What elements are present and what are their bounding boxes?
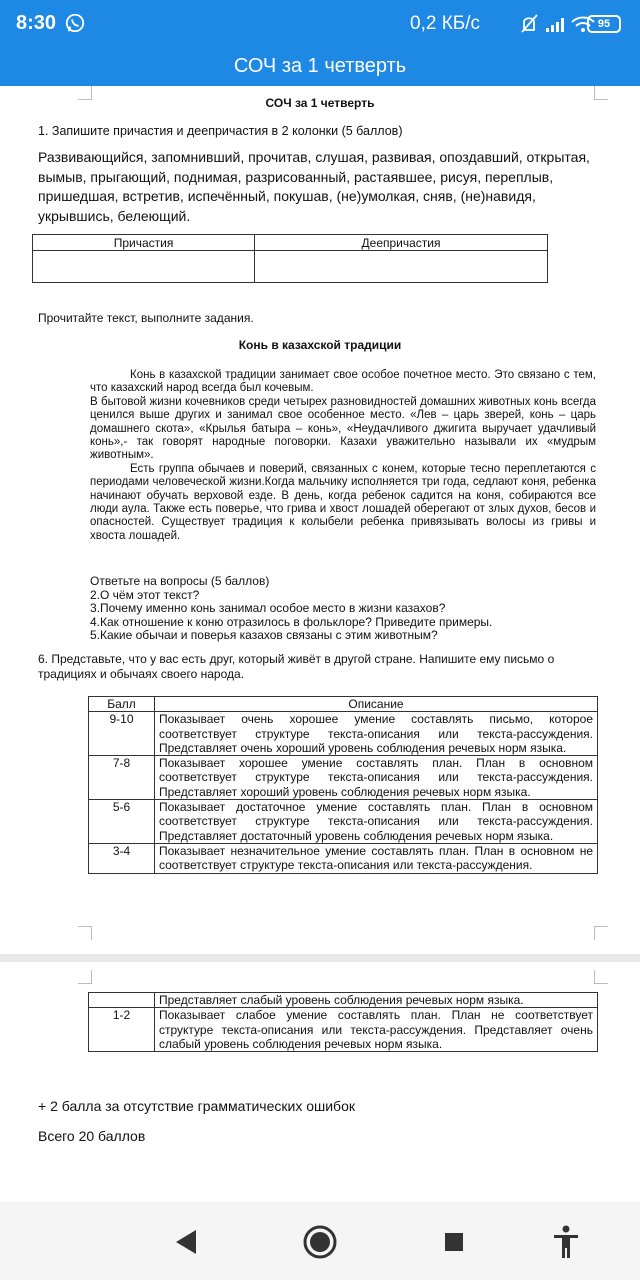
whatsapp-icon (64, 12, 86, 34)
signal-icon (546, 18, 564, 32)
description-cell: Показывает хорошее умение составлять план. План в основном соответствует структуре текста-описания или текста-рассуждения. Представляет хороший уровень соблюдения речевых норм языка. (155, 756, 598, 800)
criteria-table-continued (88, 992, 598, 1052)
alarm-off-icon (522, 15, 537, 32)
word-list: Развивающийся, запомнивший, прочитав, слушая, развивая, опоздавший, открытая, вымыв, прыгающий, поднимая, разрисованный, растаявшее, рисуя, переплыв, пришедшая, встретив, испечённый, покушав, (не)умолкая, сняв, (не)навидя, укрывшись, белеющий. (38, 149, 590, 224)
navigation-bar (0, 1202, 640, 1280)
score-cell: 1-2 (89, 1008, 155, 1052)
question: 5.Какие обычаи и поверья казахов связаны с этим животным? (90, 628, 438, 642)
question: Ответьте на вопросы (5 баллов) (90, 574, 270, 588)
instruction: Прочитайте текст, выполните задания. (38, 311, 254, 325)
score-cell: 5-6 (89, 800, 155, 844)
page-separator (0, 954, 640, 962)
back-icon[interactable] (166, 1222, 206, 1262)
crop-mark (78, 926, 92, 940)
document-page-1[interactable] (0, 86, 640, 954)
score-cell: 3-4 (89, 843, 155, 873)
page-title: СОЧ за 1 четверть (265, 96, 375, 110)
criteria-table (88, 696, 598, 874)
document-name: СОЧ за 1 четверть (233, 55, 407, 77)
clock: 8:30 (16, 12, 57, 34)
table-row (89, 800, 598, 844)
story-paragraph: В бытовой жизни кочевников среди четырех разновидностей домашних животных конь всегда ценился выше других и занимал свое особенное место. «Лев – царь зверей, конь – царь домашнего скота», «Крылья батыра – конь», «Неудачливого джигита выручает удачливый конь»,- так говорят народные поговорки. Казахи уважительно называли их «мудрым животным». (90, 395, 596, 462)
document-title-bar (0, 48, 640, 86)
story-paragraph: Есть группа обычаев и поверий, связанных с конем, которые тесно переплетаются с периодами человеческой жизни.Когда мальчику исполняется три года, седлают коня, ребенка начинают обучать верховой езде. В день, когда ребенок садится на коня, собираются все люди аула. Также есть поверье, что грива и хвост лошадей оберегают от злых духов, бесов и опасностей. Существует традиция к колыбели ребенка привязывать волосы из гривы и хвоста лошадей. (90, 462, 596, 542)
story-paragraph: Конь в казахской традиции занимает свое особое почетное место. Это связано с тем, что казахский народ всегда был кочевым. (90, 369, 596, 395)
story-text (90, 369, 596, 543)
empty-cell (255, 251, 548, 283)
score-cell (89, 993, 155, 1008)
table-row (89, 993, 598, 1008)
crop-mark (78, 970, 92, 984)
table-row (89, 712, 598, 756)
question: 2.О чём этот текст? (90, 587, 200, 602)
empty-cell (33, 251, 255, 283)
description-cell: Показывает слабое умение составлять план. План не соответствует структуре текста-описания или текста-рассуждения. Представляет очень слабый уровень соблюдения речевых норм языка. (155, 1008, 598, 1052)
extra-points-note: + 2 балла за отсутствие грамматических ошибок (38, 1098, 355, 1114)
crop-mark (594, 926, 608, 940)
table-row (89, 756, 598, 800)
document-page-2[interactable] (0, 962, 640, 1202)
description-cell: Представляет слабый уровень соблюдения речевых норм языка. (155, 993, 598, 1008)
status-bar (0, 0, 640, 48)
description-cell: Показывает достаточное умение составлять план. План в основном соответствует структуре текста-описания или текста-рассуждения. Представляет достаточный уровень соблюдения речевых норм языка. (155, 800, 598, 844)
recents-icon[interactable] (434, 1222, 474, 1262)
task-6: 6. Представьте, что у вас есть друг, который живёт в другой стране. Напишите ему письмо о традициях и обычаях своего народа. (38, 652, 555, 681)
total-points: Всего 20 баллов (38, 1128, 146, 1144)
column-header-gerunds: Деепричастия (255, 235, 548, 251)
criteria-header-description: Описание (155, 697, 598, 712)
question: 3.Почему именно конь занимал особое место в жизни казахов? (90, 601, 446, 615)
table-row (89, 843, 598, 873)
network-speed: 0,2 КБ/с (410, 13, 481, 34)
crop-mark (594, 970, 608, 984)
battery-icon: 95 (587, 15, 621, 33)
columns-table (32, 234, 548, 283)
score-cell: 7-8 (89, 756, 155, 800)
description-cell: Показывает очень хорошее умение составлять письмо, которое соответствует структуре текста-описания или текста-рассуждения. Представляет очень хороший уровень соблюдения речевых норм языка. (155, 712, 598, 756)
description-cell: Показывает незначительное умение составлять план. План в основном не соответствует структуре текста-описания или текста-рассуждения. (155, 843, 598, 873)
score-cell: 9-10 (89, 712, 155, 756)
questions-list (90, 575, 610, 643)
task-1-heading: 1. Запишите причастия и деепричастия в 2 колонки (5 баллов) (38, 124, 403, 138)
table-row (89, 1008, 598, 1052)
column-header-participles: Причастия (33, 235, 255, 251)
home-icon[interactable] (300, 1222, 340, 1262)
accessibility-icon[interactable] (546, 1222, 586, 1262)
question: 4.Как отношение к коню отразилось в фольклоре? Приведите примеры. (90, 614, 493, 629)
story-title: Конь в казахской традиции (238, 338, 402, 352)
criteria-header-score: Балл (89, 697, 155, 712)
